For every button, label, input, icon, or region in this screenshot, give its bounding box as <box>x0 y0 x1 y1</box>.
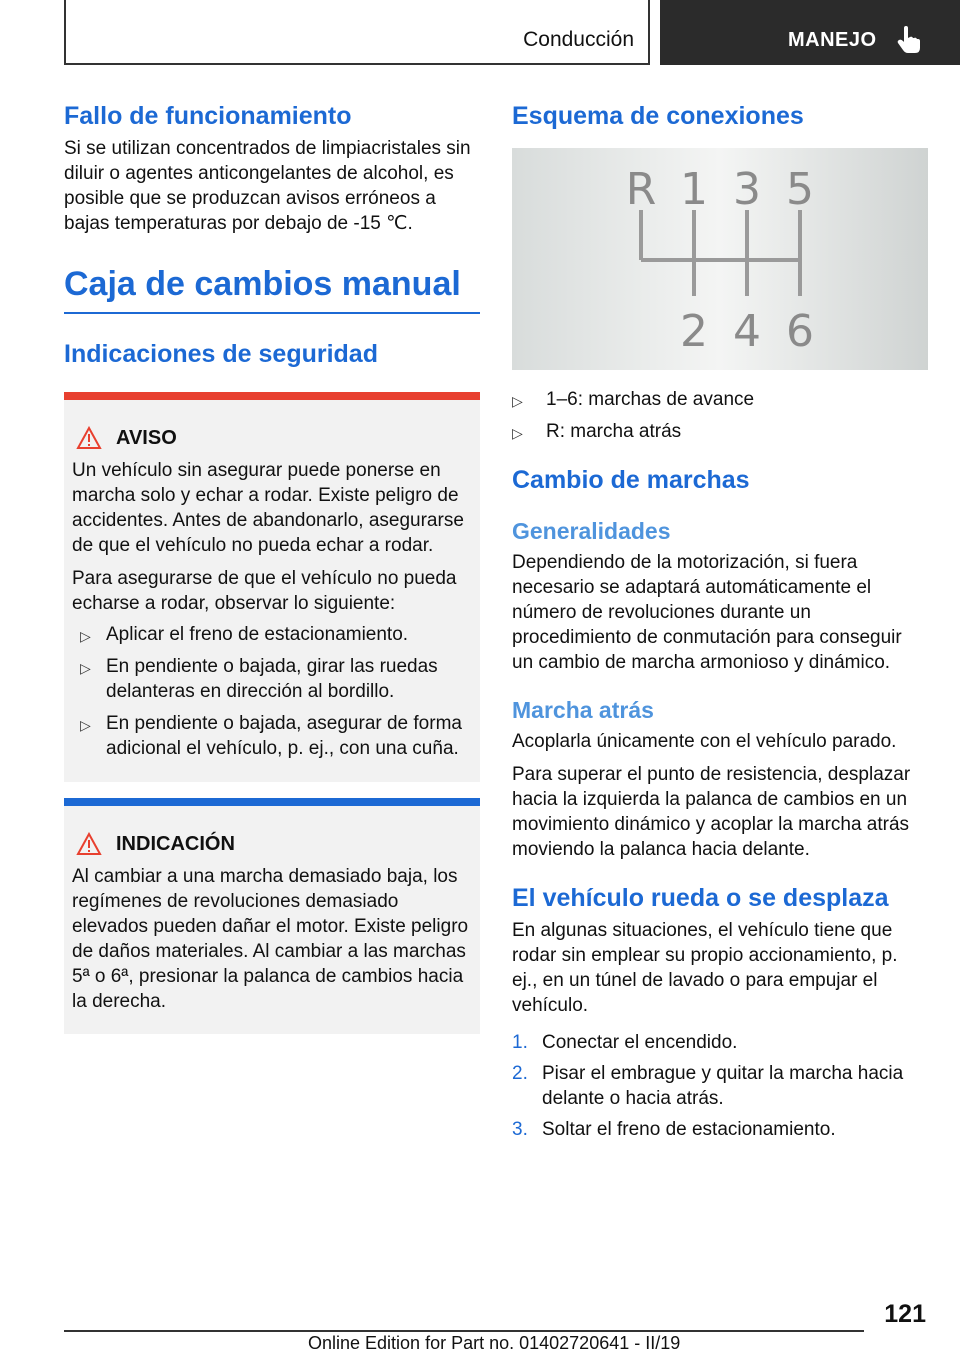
right-column <box>512 100 928 1148</box>
notice-box <box>64 798 480 1034</box>
safety-heading: Indicaciones de seguridad <box>64 340 378 368</box>
gear-label-r: R <box>625 164 657 215</box>
gear-shift-diagram <box>512 148 928 370</box>
warning-triangle-icon <box>76 832 102 856</box>
header-section-title: Conducción <box>523 28 634 51</box>
main-title: Caja de cambios manual <box>64 265 461 303</box>
page-number: 121 <box>884 1300 926 1328</box>
warning-text-2: Para asegurarse de que el vehículo no pueda echarse a rodar, observar lo siguiente: <box>72 568 457 614</box>
bullet-triangle-icon: ▷ <box>512 393 523 409</box>
shifting-heading: Cambio de marchas <box>512 466 750 494</box>
warning-box <box>64 392 480 782</box>
notice-text: Al cambiar a una marcha demasiado baja, los regímenes de revoluciones demasiado elevados pueden dañar el motor. Existe peligro de daños materiales. Al cambiar a las marchas 5ª o 6ª, presionar la palanca de cambios hacia la derecha. <box>72 866 469 1012</box>
rolling-text: En algunas situaciones, el vehículo tiene que rodar sin emplear su propio accionamiento, p. ej., en un túnel de lavado o para empujar el vehículo. <box>512 920 898 1016</box>
bullet-triangle-icon: ▷ <box>512 425 523 441</box>
scheme-list <box>512 387 928 444</box>
warning-text-1: Un vehículo sin asegurar puede ponerse en marcha solo y echar a rodar. Existe peligro de accidentes. Antes de abandonarlo, asegurarse de que el vehículo no pueda echar a rodar. <box>72 460 464 556</box>
notice-title <box>72 832 472 856</box>
warning-list <box>72 622 472 761</box>
bullet-triangle-icon: ▷ <box>80 717 91 733</box>
reverse-text-2: Para superar el punto de resistencia, desplazar hacia la izquierda la palanca de cambios en un movimiento dinámico y acoplar la marcha atrás moviendo la palanca hacia delante. <box>512 764 911 860</box>
malfunction-heading: Fallo de funcionamiento <box>64 102 352 130</box>
notice-label: INDICACIÓN <box>116 832 235 855</box>
header-chapter-title: MANEJO <box>788 29 877 51</box>
left-column <box>64 100 480 1034</box>
bullet-triangle-icon: ▷ <box>80 660 91 676</box>
warning-label: AVISO <box>116 426 177 449</box>
footer-rule <box>64 1330 864 1332</box>
gear-label-5: 5 <box>786 164 814 215</box>
gear-label-4: 4 <box>733 306 761 357</box>
footer-edition: Online Edition for Part no. 01402720641 - II/19 <box>308 1333 681 1353</box>
list-item: ▷ En pendiente o bajada, asegurar de forma adicional el vehículo, p. ej., con una cuña. <box>80 713 462 759</box>
general-text: Dependiendo de la motorización, si fuera necesario se adaptará automáticamente el número de revoluciones durante un procedimiento de conmutación para conseguir un cambio de marcha armonioso y dinámico. <box>512 552 902 673</box>
malfunction-text: Si se utilizan concentrados de limpiacristales sin diluir o agentes anticongelantes de alcohol, es posible que se produzcan avisos erróneos a bajas temperaturas por debajo de -15 ℃. <box>64 138 471 234</box>
gear-label-3: 3 <box>733 164 761 215</box>
list-item: ▷ R: marcha atrás <box>512 419 928 444</box>
list-item: ▷ Aplicar el freno de estacionamiento. <box>72 622 472 647</box>
reverse-heading: Marcha atrás <box>512 697 654 723</box>
warning-triangle-icon <box>76 426 102 450</box>
general-heading: Generalidades <box>512 518 671 544</box>
hand-pointer-icon <box>896 26 922 54</box>
list-item: ▷ En pendiente o bajada, girar las ruedas delanteras en dirección al bordillo. <box>80 656 438 702</box>
main-title-rule <box>64 312 480 314</box>
list-item: 1. Conectar el encendido. <box>512 1032 738 1053</box>
gear-label-1: 1 <box>680 164 708 215</box>
warning-bar <box>64 392 480 400</box>
scheme-heading: Esquema de conexiones <box>512 102 804 130</box>
rolling-steps <box>512 1030 928 1142</box>
notice-bar <box>64 798 480 806</box>
list-item: 3. Soltar el freno de estacionamiento. <box>512 1119 836 1140</box>
list-item: 2. Pisar el embrague y quitar la marcha hacia delante o hacia atrás. <box>512 1063 904 1109</box>
bullet-triangle-icon: ▷ <box>80 628 91 644</box>
rolling-heading: El vehículo rueda o se desplaza <box>512 884 889 912</box>
gear-label-2: 2 <box>680 306 708 357</box>
reverse-text-1: Acoplarla únicamente con el vehículo parado. <box>512 731 897 752</box>
header-section-tab <box>64 0 650 65</box>
warning-title <box>72 426 472 450</box>
gear-label-6: 6 <box>786 306 814 357</box>
header-chapter-tab <box>660 0 960 65</box>
list-item: ▷ 1–6: marchas de avance <box>512 387 928 412</box>
